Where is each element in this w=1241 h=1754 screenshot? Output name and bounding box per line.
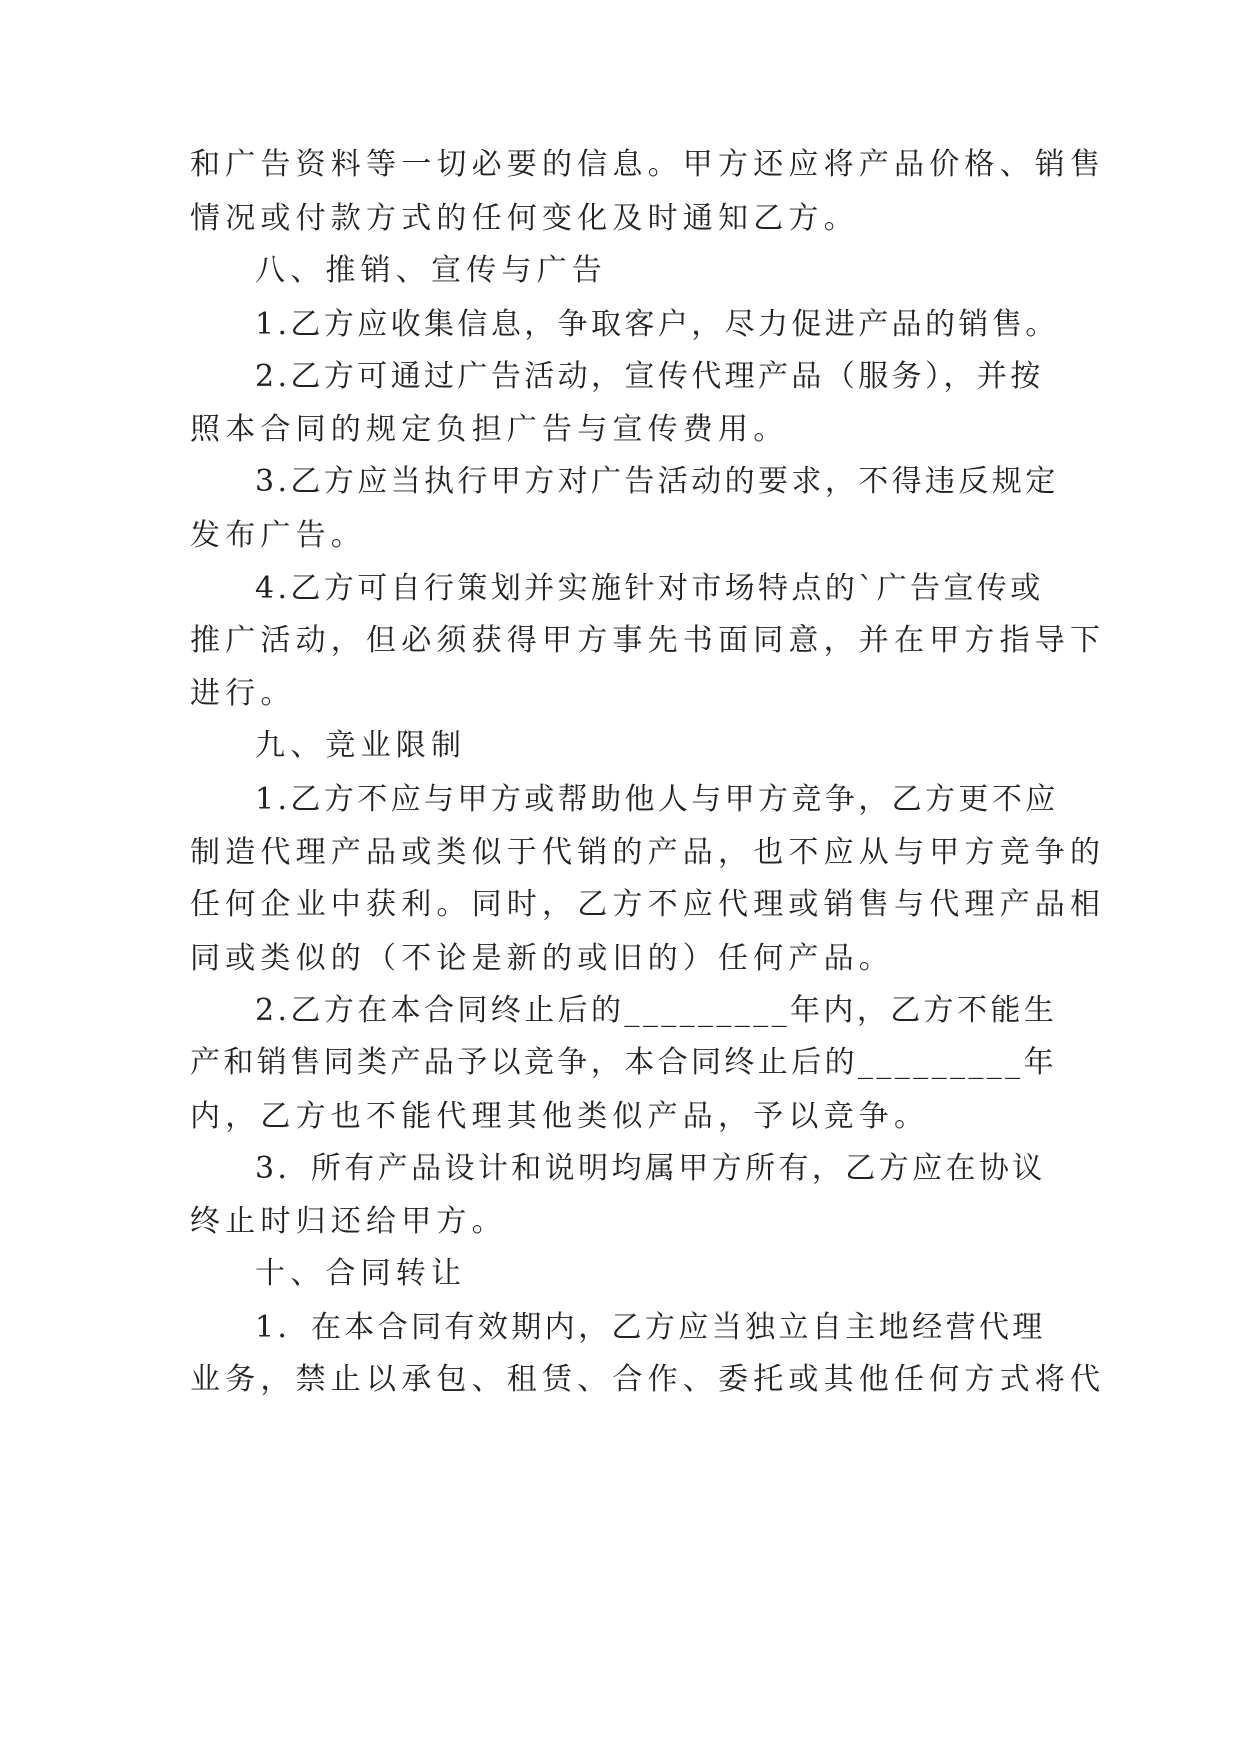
- body-text-line: 发布广告。: [190, 518, 366, 553]
- body-text-line: 产和销售同类产品予以竞争，本合同终止后的_________年: [190, 1045, 1057, 1080]
- clause-9-3: 3．所有产品设计和说明均属甲方所有，乙方应在协议: [255, 1151, 1046, 1186]
- body-text-line: 同或类似的（不论是新的或旧的）任何产品。: [190, 941, 894, 976]
- body-text-line: 业务，禁止以承包、租赁、合作、委托或其他任何方式将代: [190, 1362, 1106, 1397]
- body-text-line: 照本合同的规定负担广告与宣传费用。: [190, 412, 789, 447]
- body-text-line: 推广活动，但必须获得甲方事先书面同意，并在甲方指导下: [190, 623, 1106, 658]
- clause-8-1: 1.乙方应收集信息，争取客户，尽力促进产品的销售。: [255, 307, 1059, 342]
- section-heading-non-compete: 九、竞业限制: [255, 728, 467, 763]
- body-text-line: 制造代理产品或类似于代销的产品，也不应从与甲方竞争的: [190, 835, 1106, 870]
- body-text-line: 情况或付款方式的任何变化及时通知乙方。: [190, 201, 859, 236]
- clause-8-3: 3.乙方应当执行甲方对广告活动的要求，不得违反规定: [255, 464, 1059, 499]
- body-text-line: 进行。: [190, 676, 296, 711]
- clause-9-1: 1.乙方不应与甲方或帮助他人与甲方竞争，乙方更不应: [255, 782, 1059, 817]
- clause-9-2: 2.乙方在本合同终止后的_________年内，乙方不能生: [255, 993, 1058, 1028]
- section-heading-assignment: 十、合同转让: [255, 1256, 467, 1291]
- body-text-line: 任何企业中获利。同时，乙方不应代理或销售与代理产品相: [190, 887, 1106, 922]
- body-text-line: 内，乙方也不能代理其他类似产品，予以竞争。: [190, 1099, 930, 1134]
- body-text-line: 终止时归还给甲方。: [190, 1204, 507, 1239]
- clause-8-4: 4.乙方可自行策划并实施针对市场特点的`广告宣传或: [255, 571, 1044, 606]
- clause-10-1: 1．在本合同有效期内，乙方应当独立自主地经营代理: [255, 1310, 1046, 1345]
- clause-8-2: 2.乙方可通过广告活动，宣传代理产品（服务），并按: [255, 359, 1044, 394]
- section-heading-promotion: 八、推销、宣传与广告: [255, 253, 607, 288]
- body-text-line: 和广告资料等一切必要的信息。甲方还应将产品价格、销售: [190, 147, 1106, 182]
